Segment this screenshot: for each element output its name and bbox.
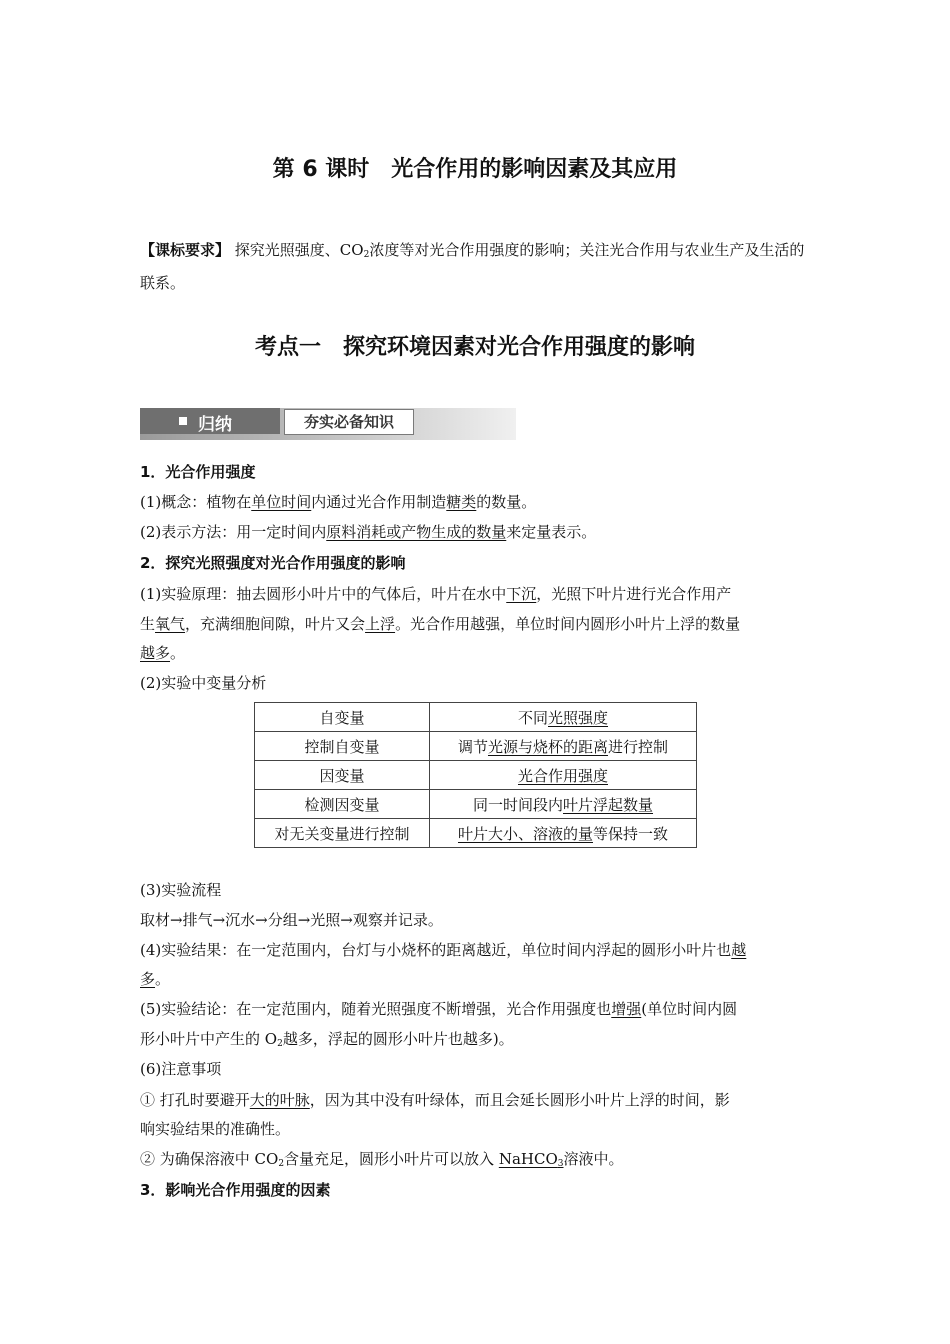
requirement-text-b: 浓度等对光合作用强度的影响；关注光合作用与农业生产及生活的联系。 <box>140 241 805 292</box>
table-row <box>255 790 697 819</box>
variable-value-cell: 同一时间段内叶片浮起数量 <box>430 790 697 819</box>
variable-name-cell: 控制自变量 <box>255 732 430 761</box>
section-title: 考点一 探究环境因素对光合作用强度的影响 <box>254 335 695 360</box>
requirement-tag: 【课标要求】 <box>140 241 231 259</box>
table-row <box>255 732 697 761</box>
notes-heading: (6)注意事项 <box>140 1060 222 1078</box>
result-line-2: 多。 <box>140 970 171 988</box>
s1-method: (2)表示方法：用一定时间内原料消耗或产物生成的数量来定量表示。 <box>140 523 597 541</box>
variable-table <box>254 702 697 848</box>
blank-answer: 多 <box>140 970 156 988</box>
variable-name-cell: 因变量 <box>255 761 430 790</box>
flow-heading: (3)实验流程 <box>140 881 222 899</box>
blank-answer: NaHCO$_3$ <box>498 1150 564 1169</box>
variable-value-cell: 不同光照强度 <box>430 703 697 732</box>
note-2: ② 为确保溶液中 $CO_2$含量充足，圆形小叶片可以放入 NaHCO$_3$溶液中。 <box>140 1150 624 1169</box>
result-line-1: (4)实验结果：在一定范围内，台灯与小烧杯的距离越近，单位时间内浮起的圆形小叶片也越 <box>140 941 747 959</box>
s1-concept: (1)概念：植物在单位时间内通过光合作用制造糖类的数量。 <box>140 493 537 511</box>
flow-text: 取材→排气→沉水→分组→光照→观察并记录。 <box>140 911 443 929</box>
blank-answer: 增强 <box>611 1000 642 1018</box>
blank-answer: 光照强度 <box>548 708 609 727</box>
s2-heading: 2．探究光照强度对光合作用强度的影响 <box>140 554 406 572</box>
blank-answer: 糖类 <box>446 493 477 511</box>
principle-line-3: 越多。 <box>140 644 186 662</box>
blank-answer: 大的叶脉 <box>249 1091 310 1109</box>
variable-value-cell: 调节光源与烧杯的距离进行控制 <box>430 732 697 761</box>
principle-line-1: (1)实验原理：抽去圆形小叶片中的气体后，叶片在水中下沉，光照下叶片进行光合作用产 <box>140 585 732 603</box>
section-banner <box>140 408 516 440</box>
blank-answer: 越多 <box>140 644 171 662</box>
requirement-sub: 2 <box>363 250 370 260</box>
blank-answer: 下沉 <box>506 585 537 603</box>
variable-name-cell: 对无关变量进行控制 <box>255 819 430 848</box>
variable-value-cell <box>430 761 697 790</box>
blank-answer: 光合作用强度 <box>517 766 608 785</box>
note-1-line-1: ① 打孔时要避开大的叶脉，因为其中没有叶绿体，而且会延长圆形小叶片上浮的时间，影 <box>140 1091 730 1109</box>
note-1-line-2: 响实验结果的准确性。 <box>140 1120 291 1138</box>
banner-right-label: 夯实必备知识 <box>284 409 414 435</box>
blank-answer: 叶片大小、溶液的量 <box>457 824 593 843</box>
variable-name-cell: 检测因变量 <box>255 790 430 819</box>
lesson-title: 第 6 课时 光合作用的影响因素及其应用 <box>272 157 678 182</box>
blank-answer: 光源与烧杯的距离 <box>487 737 608 756</box>
blank-answer: 上浮 <box>365 615 396 633</box>
s3-heading: 3．影响光合作用强度的因素 <box>140 1181 331 1199</box>
blank-answer: 叶片浮起数量 <box>563 795 654 814</box>
square-bullet-icon <box>179 417 187 425</box>
principle-line-2: 生氧气，充满细胞间隙，叶片又会上浮。光合作用越强，单位时间内圆形小叶片上浮的数量 <box>140 615 741 633</box>
table-row <box>255 819 697 848</box>
conclusion-line-2: 形小叶片中产生的 $O_2$越多，浮起的圆形小叶片也越多)。 <box>140 1030 514 1049</box>
banner-left-label: 归纳 <box>198 415 232 435</box>
blank-answer: 越 <box>731 941 747 959</box>
table-row <box>255 703 697 732</box>
s1-heading: 1．光合作用强度 <box>140 463 256 481</box>
curriculum-requirement <box>140 236 810 297</box>
variable-heading: (2)实验中变量分析 <box>140 674 267 692</box>
blank-answer: 单位时间 <box>251 493 312 511</box>
requirement-text-a: 探究光照强度、CO <box>234 241 364 259</box>
variable-name-cell: 自变量 <box>255 703 430 732</box>
blank-answer: 原料消耗或产物生成的数量 <box>326 523 507 541</box>
blank-answer: 氧气 <box>155 615 186 633</box>
variable-value-cell: 叶片大小、溶液的量等保持一致 <box>430 819 697 848</box>
table-row <box>255 761 697 790</box>
conclusion-line-1: (5)实验结论：在一定范围内，随着光照强度不断增强，光合作用强度也增强(单位时间内圆 <box>140 1000 738 1018</box>
